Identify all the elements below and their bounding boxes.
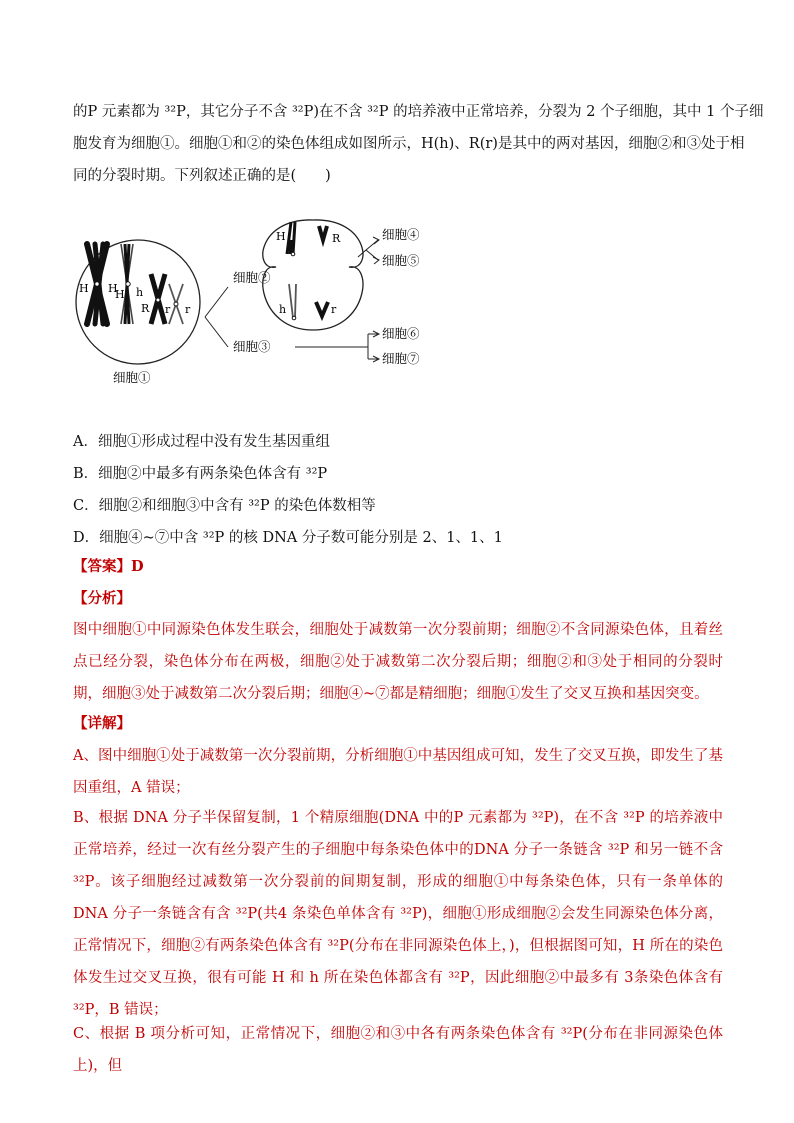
analysis-text: 图中细胞①中同源染色体发生联会，细胞处于减数第一次分裂前期；细胞②不含同源染色体，且着丝点已经分裂，染色体分布在两极，细胞②处于减数第二次分裂后期；细胞②和③处于相同的分裂时期，细胞③处于减数第二次分裂后期；细胞④~⑦都是精细胞；细胞①发生了交叉互换和基因突变。 (73, 622, 723, 702)
detail-c: C、根据 B 项分析可知，正常情况下，细胞②和③中各有两条染色体含有 ³²P(分布在非同源染色体上)，但 (73, 1026, 723, 1074)
detail-a: A、图中细胞①处于减数第一次分裂前期，分析细胞①中基因组成可知，发生了交叉互换，即发生了基因重组，A 错误； (73, 748, 723, 796)
detail-heading: 【详解】 (73, 715, 131, 732)
cell-3-label: 细胞③ (233, 339, 271, 354)
gene-H-label-2: H (108, 282, 118, 295)
cell-2-chromosomes (287, 222, 328, 320)
gene-h-label-cell2: h (279, 303, 287, 316)
option-c: C．细胞②和细胞③中含有 ³²P 的染色体数相等 (73, 498, 376, 514)
option-d: D．细胞④~⑦中含 ³²P 的核 DNA 分子数可能分别是 2、1、1、1 (73, 530, 503, 546)
cell-1-label: 细胞① (113, 370, 151, 385)
gene-r-label-2: r (185, 303, 191, 316)
gene-R-label-cell2: R (332, 232, 341, 245)
cell-7-label: 细胞⑦ (382, 351, 420, 366)
gene-r-label-cell2: r (331, 303, 337, 316)
answer-label: 【答案】D (73, 558, 144, 575)
analysis-heading: 【分析】 (73, 590, 131, 607)
cell-5-label: 细胞⑤ (382, 253, 420, 268)
detail-b: B、根据 DNA 分子半保留复制，1 个精原细胞(DNA 中的P 元素都为 ³²P)，在不含 ³²P 的培养液中正常培养，经过一次有丝分裂产生的子细胞中每条染色体中的DNA 分子一条链含 ³²P 和另一链不含 ³²P。该子细胞经过减数第一次分裂前的间期复制，形成的细胞①中每条染色体，只有一条单体的DNA 分子一条链含有含 ³²P(共4 条染色单体含有 ³²P)，细胞①形成细胞②会发生同源染色体分离，正常情况下，细胞②有两条染色体含有 ³²P(分布在非同源染色体上，)，但根据图可知，H 所在的染色体发生过交叉互换，很有可能 H 和 h 所在染色体都含有 ³²P，因此细胞②中最多有 3条染色体含有 ³²P，B 错误； (73, 810, 723, 1018)
option-a: A．细胞①形成过程中没有发生基因重组 (73, 434, 330, 450)
gene-h-label-1: h (136, 286, 144, 299)
gene-r-label-1: r (165, 303, 171, 316)
cell-2-label: 细胞② (233, 270, 271, 285)
question-stem-line-2: 胞发育为细胞①。细胞①和②的染色体组成如图所示，H(h)、R(r)是其中的两对基因，细胞②和③处于相 (73, 136, 745, 152)
cell-6-label: 细胞⑥ (382, 326, 420, 341)
question-stem-line-1: 的P 元素都为 ³²P，其它分子不含 ³²P)在不含 ³²P 的培养液中正常培养，分裂为 2 个子细胞，其中 1 个子细 (73, 104, 764, 120)
question-stem-line-3: 同的分裂时期。下列叙述正确的是( ) (73, 168, 331, 184)
gene-H-label-1: H (79, 282, 89, 295)
gene-H-label-cell2: H (276, 230, 286, 243)
cell-division-figure (73, 212, 433, 392)
cell-4-label: 细胞④ (382, 227, 420, 242)
option-b: B．细胞②中最多有两条染色体含有 ³²P (73, 466, 328, 482)
gene-H-label-3: H (115, 288, 125, 301)
gene-R-label-1: R (141, 302, 150, 315)
